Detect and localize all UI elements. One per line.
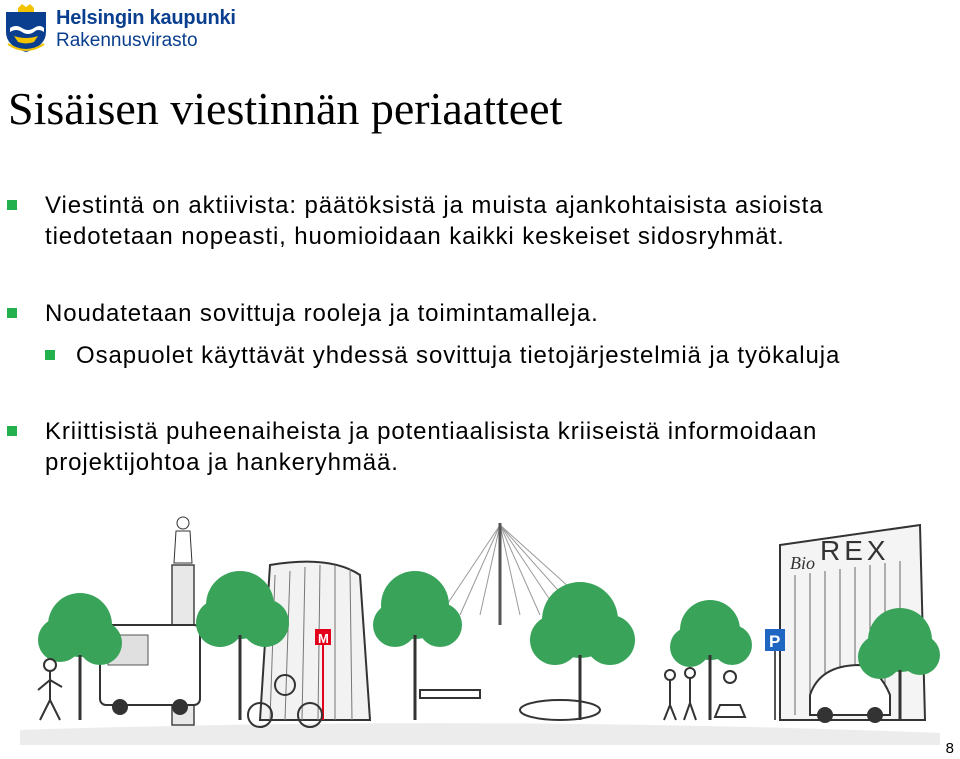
bullet-item xyxy=(45,416,895,478)
bullet-text: Osapuolet käyttävät yhdessä sovittuja tietojärjestelmiä ja työkaluja xyxy=(76,342,841,369)
bullet-item xyxy=(45,298,895,329)
bullet-square-icon xyxy=(7,426,17,436)
city-illustration xyxy=(20,505,940,745)
building-sign-label: REX xyxy=(820,535,890,566)
bullet-square-icon xyxy=(45,350,55,360)
bullet-square-icon xyxy=(7,200,17,210)
department-name: Rakennusvirasto xyxy=(56,30,198,51)
bullet-text: Viestintä on aktiivista: päätöksistä ja muista ajankohtaisista asioista tiedotetaan nopeasti, huomioidaan kaikki keskeiset sidosryhmät. xyxy=(45,192,824,250)
org-name: Helsingin kaupunki xyxy=(56,7,236,29)
page-number: 8 xyxy=(945,740,954,757)
building-script-label: Bio xyxy=(790,553,815,573)
slide-title: Sisäisen viestinnän periaatteet xyxy=(8,83,563,134)
logo xyxy=(4,2,244,54)
metro-sign-label: M xyxy=(318,631,329,646)
bullet-text: Kriittisistä puheenaiheista ja potentiaalisista kriiseistä informoidaan projektijohtoa ja hankeryhmää. xyxy=(45,418,818,476)
bullet-text: Noudatetaan sovittuja rooleja ja toimintamalleja. xyxy=(45,300,599,327)
sub-bullet-item xyxy=(76,340,916,371)
bullet-square-icon xyxy=(7,308,17,318)
parking-sign-label: P xyxy=(769,632,781,651)
bullet-item xyxy=(45,190,895,252)
helsinki-coat-of-arms-icon xyxy=(4,2,48,54)
